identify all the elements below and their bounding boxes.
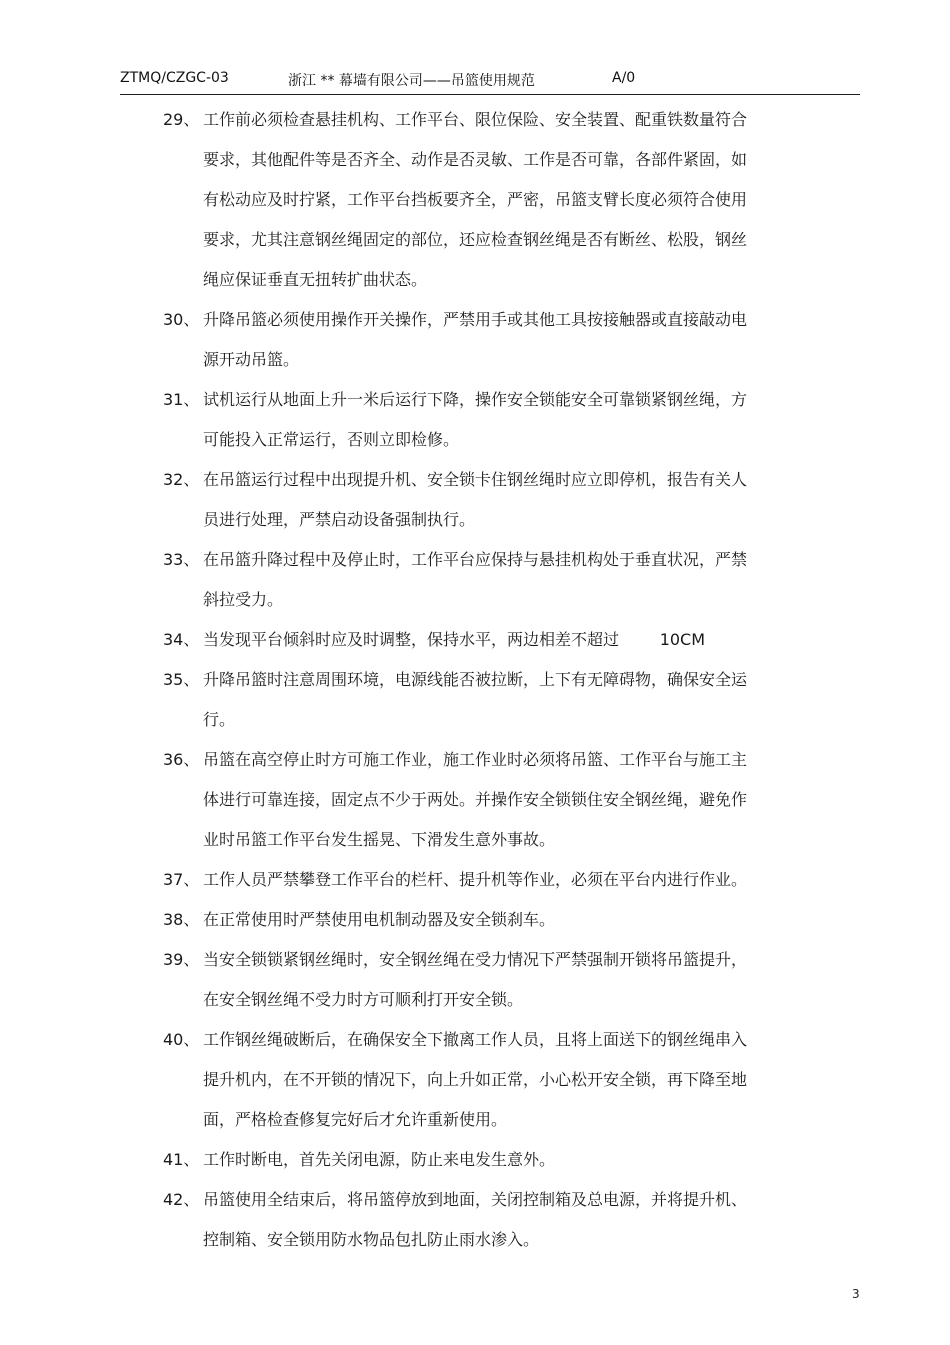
clause-text-line: 工作前必须检查悬挂机构、工作平台、限位保险、安全装置、配重铁数量符合 bbox=[203, 110, 748, 129]
clause-text-line: 试机运行从地面上升一米后运行下降，操作安全锁能安全可靠锁紧钢丝绳，方 bbox=[203, 390, 748, 409]
clause-number: 36、 bbox=[163, 750, 200, 769]
clause-text-line: 工作钢丝绳破断后，在确保安全下撤离工作人员，且将上面送下的钢丝绳串入 bbox=[203, 1030, 748, 1049]
clause-number: 40、 bbox=[163, 1030, 200, 1049]
clause-text-line: 可能投入正常运行，否则立即检修。 bbox=[203, 430, 460, 449]
clause-number: 29、 bbox=[163, 110, 200, 129]
clause-text-line: 要求，其他配件等是否齐全、动作是否灵敏、工作是否可靠，各部件紧固，如 bbox=[203, 150, 748, 169]
header-rule bbox=[120, 94, 860, 95]
clause-text-line: 要求，尤其注意钢丝绳固定的部位，还应检查钢丝绳是否有断丝、松股，钢丝 bbox=[203, 230, 748, 249]
clause-text-line: 吊篮在高空停止时方可施工作业，施工作业时必须将吊篮、工作平台与施工主 bbox=[203, 750, 748, 769]
clause-text-line: 升降吊篮必须使用操作开关操作，严禁用手或其他工具按接触器或直接敲动电 bbox=[203, 310, 748, 329]
clause-text-line: 有松动应及时拧紧，工作平台挡板要齐全，严密，吊篮支臂长度必须符合使用 bbox=[203, 190, 748, 209]
clause-text-line: 工作人员严禁攀登工作平台的栏杆、提升机等作业，必须在平台内进行作业。 bbox=[203, 870, 748, 889]
clause-number: 39、 bbox=[163, 950, 200, 969]
doc-version: A/0 bbox=[612, 70, 636, 86]
clause-number: 32、 bbox=[163, 470, 200, 489]
clause-number: 30、 bbox=[163, 310, 200, 329]
clause-text-line: 面，严格检查修复完好后才允许重新使用。 bbox=[203, 1110, 508, 1129]
clause-text-line: 源开动吊篮。 bbox=[203, 350, 300, 369]
clause-text-line: 当安全锁锁紧钢丝绳时，安全钢丝绳在受力情况下严禁强制开锁将吊篮提升， bbox=[203, 950, 748, 969]
clause-text-line: 当发现平台倾斜时应及时调整，保持水平，两边相差不超过 10CM bbox=[203, 630, 706, 649]
clause-number: 37、 bbox=[163, 870, 200, 889]
clause-text-line: 升降吊篮时注意周围环境，电源线能否被拉断，上下有无障碍物，确保安全运 bbox=[203, 670, 748, 689]
clause-number: 33、 bbox=[163, 550, 200, 569]
clause-number: 42、 bbox=[163, 1190, 200, 1209]
page-number: 3 bbox=[852, 1287, 860, 1301]
clause-text-line: 在吊篮运行过程中出现提升机、安全锁卡住钢丝绳时应立即停机，报告有关人 bbox=[203, 470, 748, 489]
doc-title: 浙江 ** 幕墙有限公司——吊篮使用规范 bbox=[288, 73, 535, 89]
doc-code: ZTMQ/CZGC-03 bbox=[120, 70, 229, 86]
clause-text-line: 行。 bbox=[203, 710, 236, 729]
clause-text-line: 在正常使用时严禁使用电机制动器及安全锁刹车。 bbox=[203, 910, 556, 929]
clause-text-line: 控制箱、安全锁用防水物品包扎防止雨水渗入。 bbox=[203, 1230, 540, 1249]
clause-number: 35、 bbox=[163, 670, 200, 689]
clause-text-line: 业时吊篮工作平台发生摇晃、下滑发生意外事故。 bbox=[203, 830, 556, 849]
clause-number: 31、 bbox=[163, 390, 200, 409]
clause-text-line: 提升机内，在不开锁的情况下，向上升如正常，小心松开安全锁，再下降至地 bbox=[203, 1070, 748, 1089]
clause-text-line: 员进行处理，严禁启动设备强制执行。 bbox=[203, 510, 476, 529]
clause-text-line: 在安全钢丝绳不受力时方可顺利打开安全锁。 bbox=[203, 990, 524, 1009]
clause-text-line: 体进行可靠连接，固定点不少于两处。并操作安全锁锁住安全钢丝绳，避免作 bbox=[203, 790, 748, 809]
clause-number: 41、 bbox=[163, 1150, 200, 1169]
clause-text-line: 工作时断电，首先关闭电源，防止来电发生意外。 bbox=[203, 1150, 556, 1169]
clause-text-line: 绳应保证垂直无扭转扩曲状态。 bbox=[203, 270, 428, 289]
clause-text-line: 在吊篮升降过程中及停止时，工作平台应保持与悬挂机构处于垂直状况，严禁 bbox=[203, 550, 748, 569]
clause-number: 38、 bbox=[163, 910, 200, 929]
clause-number: 34、 bbox=[163, 630, 200, 649]
clause-text-line: 吊篮使用全结束后，将吊篮停放到地面，关闭控制箱及总电源，并将提升机、 bbox=[203, 1190, 748, 1209]
clause-text-line: 斜拉受力。 bbox=[203, 590, 284, 609]
